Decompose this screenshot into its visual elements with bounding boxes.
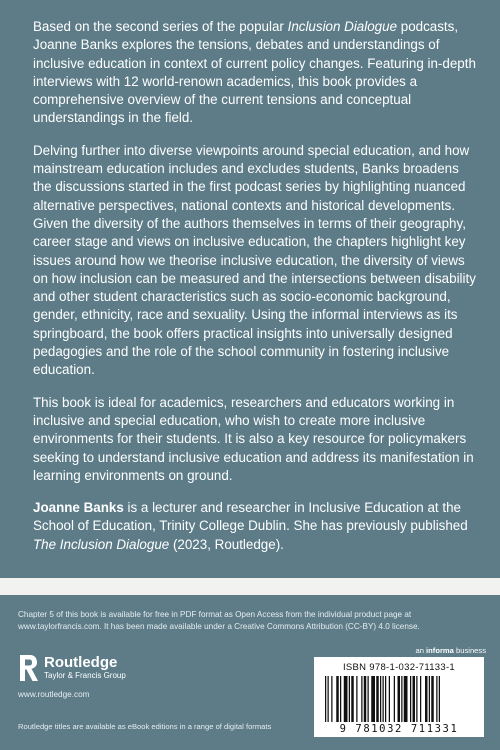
barcode-bar bbox=[404, 676, 408, 722]
barcode-bar bbox=[356, 676, 357, 722]
isbn-barcode bbox=[314, 657, 484, 737]
publisher-group: Taylor & Francis Group bbox=[44, 671, 126, 680]
barcode-bar bbox=[416, 676, 417, 722]
barcode-bar bbox=[431, 676, 434, 722]
previous-book-detail: (2023, Routledge). bbox=[169, 536, 284, 552]
isbn-label: ISBN 978-1-032-71133-1 bbox=[342, 662, 456, 673]
ebook-note: Routledge titles are available as eBook editions in a range of digital formats bbox=[18, 722, 272, 731]
barcode-bar bbox=[351, 676, 354, 722]
barcode-bar bbox=[328, 676, 329, 722]
barcode-bar bbox=[439, 676, 440, 722]
barcode-bar bbox=[410, 676, 411, 722]
author-name: Joanne Banks bbox=[33, 500, 124, 516]
barcode-bar bbox=[425, 676, 428, 722]
barcode-bar bbox=[371, 676, 375, 722]
blurb-paragraph-2: Delving further into diverse viewpoints around special education, and how mainstream education includes and excludes students, Banks broadens the discussions started in the first podcast series by highlighting nuanced alternative perspectives, national contexts and historical developments. Given the diversity of the authors themselves in terms of their geography, career stage and views on inclusive education, the chapters highlight key issues around how we theorise inclusive education, the diversity of views on how inclusion can be measured and the intersections between disability and other student characteristics such as socio-economic background, gender, ethnicity, race and sexuality. Using the informal interviews as its springboard, the book offers practical insights into universally designed pedagogies and the role of the school community in fostering inclusive education. bbox=[33, 142, 476, 378]
publisher-name: Routledge bbox=[44, 654, 118, 671]
barcode-bar bbox=[349, 676, 350, 722]
barcode-bar bbox=[380, 676, 381, 722]
barcode-bar bbox=[429, 676, 430, 722]
barcode-bar bbox=[376, 676, 379, 722]
author-bio bbox=[33, 499, 477, 554]
barcode-bar bbox=[398, 676, 401, 722]
publisher-logo bbox=[18, 655, 126, 681]
barcode-bar bbox=[364, 676, 367, 722]
barcode-bar bbox=[385, 676, 386, 722]
routledge-r-mark-icon bbox=[18, 655, 38, 681]
barcode-bar bbox=[420, 676, 421, 722]
barcode-bar bbox=[340, 676, 341, 722]
barcode-bar bbox=[389, 676, 390, 722]
divider-band bbox=[0, 578, 500, 595]
blurb-p1-text-b: podcasts, Joanne Banks explores the tensions, debates and understandings of inclusive education in context of current policy changes. Featuring in-depth interviews with 12 world-renown academics, this book provides a comprehensive overview of the current tensions and conceptual understandings in the field. bbox=[33, 19, 476, 126]
barcode-bar bbox=[413, 676, 416, 722]
blurb-paragraph-1 bbox=[33, 18, 477, 128]
informa-brand: informa bbox=[426, 646, 454, 655]
blurb-p1-text-a: Based on the second series of the popular bbox=[33, 19, 288, 34]
informa-tagline bbox=[415, 646, 486, 655]
tagline-suffix: business bbox=[453, 646, 486, 655]
barcode-digits: 9 781032 711331 bbox=[339, 723, 459, 735]
barcode-bar bbox=[436, 676, 437, 722]
tagline-prefix: an bbox=[415, 646, 427, 655]
previous-book-title: The Inclusion Dialogue bbox=[33, 536, 170, 552]
podcast-title: Inclusion Dialogue bbox=[287, 19, 398, 34]
bottom-panel bbox=[18, 609, 488, 632]
barcode-bar bbox=[383, 676, 384, 722]
barcode-bar bbox=[331, 676, 332, 722]
blurb-paragraph-3: This book is ideal for academics, researchers and educators working in inclusive and special education, who wish to create more inclusive environments for their students. It is also a key resource for policymakers seeking to understand inclusive education and address its manifestation in learning environments on ground. bbox=[33, 394, 474, 483]
blurb bbox=[33, 18, 477, 568]
publisher-website: www.routledge.com bbox=[18, 690, 90, 699]
barcode-bar bbox=[394, 676, 395, 722]
logo-wordmark bbox=[44, 655, 126, 681]
barcode-bar bbox=[344, 676, 348, 722]
barcode-bar bbox=[368, 676, 369, 722]
barcode-bar bbox=[361, 676, 362, 722]
barcode-bar bbox=[401, 676, 402, 722]
open-access-note: Chapter 5 of this book is available for free in PDF format as Open Access from the individual product page at www.taylorfrancis.com. It has been made available under a Creative Commons Attribution (CC-BY) 4.0 license. bbox=[18, 610, 420, 631]
barcode-bar bbox=[325, 676, 326, 722]
barcode-bars bbox=[325, 676, 473, 722]
barcode-bar bbox=[336, 676, 339, 722]
author-bio-text: is a lecturer and researcher in Inclusive Education at the School of Education, Trinity College Dublin. She has previously published bbox=[33, 500, 468, 534]
